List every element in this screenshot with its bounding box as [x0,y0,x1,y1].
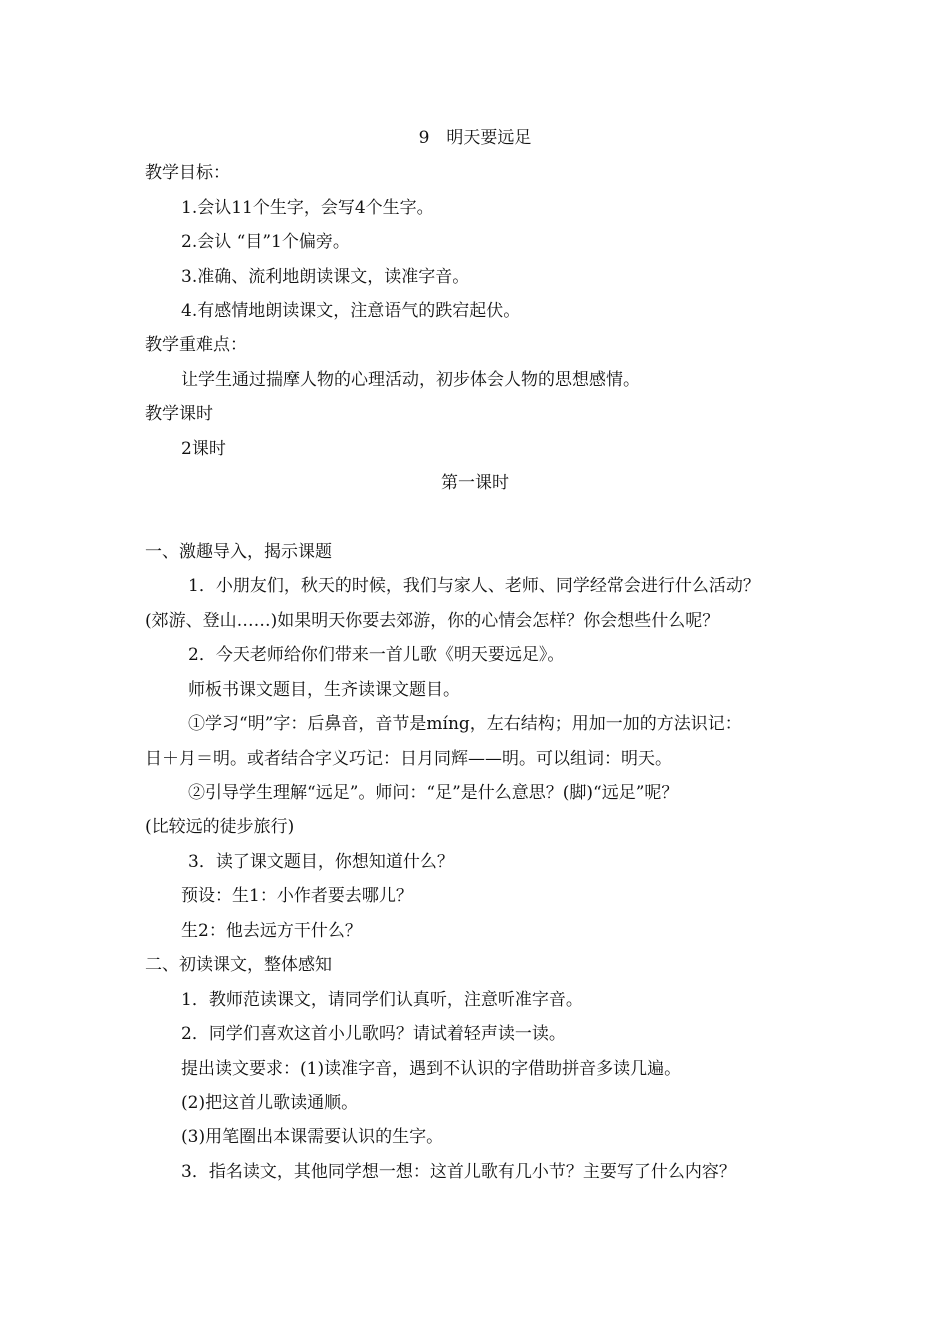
section1-heading: 一、激趣导入，揭示课题 [145,542,332,562]
section1-line: 预设：生1：小作者要去哪儿？ [181,886,413,906]
section2-heading: 二、初读课文，整体感知 [145,955,332,975]
section1-line: 1．小朋友们，秋天的时候，我们与家人、老师、同学经常会进行什么活动？ [188,576,760,596]
lesson-title: 第一课时 [441,473,509,493]
section1-line: 师板书课文题目，生齐读课文题目。 [188,680,460,700]
section1-line: (郊游、登山……)如果明天你要去郊游，你的心情会怎样？你会想些什么呢？ [145,611,720,631]
section2-line: 1．教师范读课文，请同学们认真听，注意听准字音。 [181,990,583,1010]
section2-line: (2)把这首儿歌读通顺。 [181,1093,359,1113]
goal-item: 1.会认11个生字，会写4个生字。 [181,198,434,218]
goal-item: 3.准确、流利地朗读课文，读准字音。 [181,267,470,287]
section1-line: ①学习“明”字：后鼻音，音节是míng，左右结构；用加一加的方法识记： [188,714,742,734]
section1-line: 日＋月＝明。或者结合字义巧记：日月同辉——明。可以组词：明天。 [145,749,672,769]
section1-line: 3．读了课文题目，你想知道什么？ [188,852,454,872]
difficulty-text: 让学生通过揣摩人物的心理活动，初步体会人物的思想感情。 [181,370,640,390]
document-title: 9 明天要远足 [418,128,532,148]
section1-line: ②引导学生理解“远足”。师问：“足”是什么意思？(脚)“远足”呢？ [188,783,679,803]
goal-item: 4.有感情地朗读课文，注意语气的跌宕起伏。 [181,301,521,321]
goal-item: 2.会认 “目”1个偏旁。 [181,232,350,252]
difficulty-heading: 教学重难点： [145,335,247,355]
section2-line: 3．指名读文，其他同学想一想：这首儿歌有几小节？主要写了什么内容？ [181,1162,736,1182]
section1-line: (比较远的徒步旅行) [145,817,295,837]
hours-text: 2课时 [181,439,226,459]
section1-line: 生2：他去远方干什么？ [181,921,362,941]
section2-line: 提出读文要求：(1)读准字音，遇到不认识的字借助拼音多读几遍。 [181,1059,682,1079]
goals-heading: 教学目标： [145,163,230,183]
hours-heading: 教学课时 [145,404,213,424]
section2-line: 2．同学们喜欢这首小儿歌吗？请试着轻声读一读。 [181,1024,566,1044]
section2-line: (3)用笔圈出本课需要认识的生字。 [181,1127,444,1147]
section1-line: 2．今天老师给你们带来一首儿歌《明天要远足》。 [188,645,565,665]
